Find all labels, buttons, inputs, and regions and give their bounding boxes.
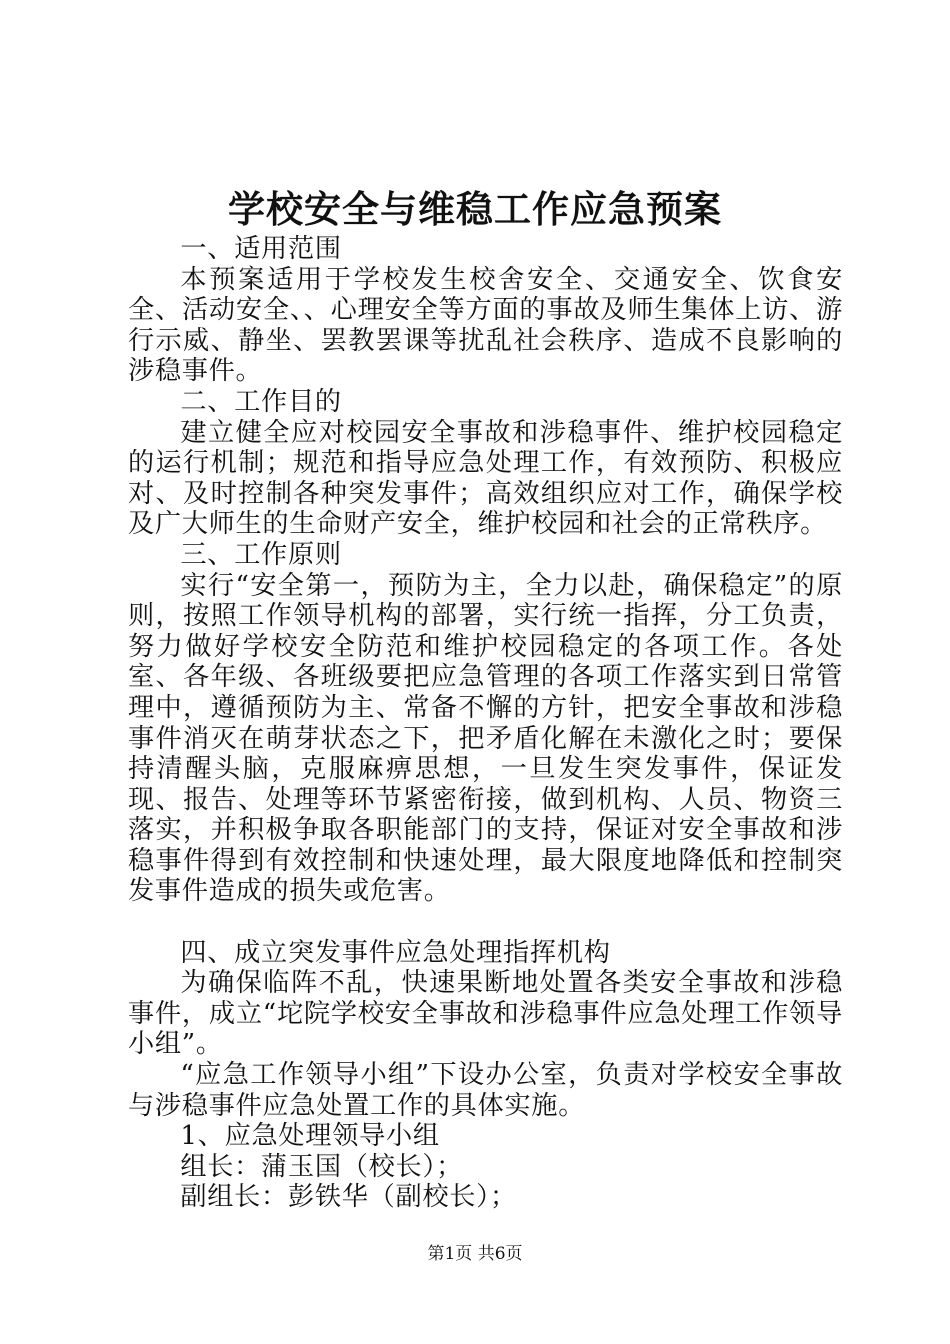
section-heading-command: 四、成立突发事件应急处理指挥机构 xyxy=(180,937,611,968)
group-leader: 组长：蒲玉国（校长）； xyxy=(180,1151,464,1182)
paragraph-scope: 本预案适用于学校发生校舍安全、交通安全、饮食安全、活动安全、、心理安全等方面的事故及师生集体上访、游行示威、静坐、罢教罢课等扰乱社会秩序、造成不良影响的涉稳事件。 xyxy=(128,264,843,387)
paragraph-command: 为确保临阵不乱，快速果断地处置各类安全事故和涉稳事件，成立“坨院学校安全事故和涉稳事件应急处理工作领导小组”。 xyxy=(128,968,843,1060)
section-heading-scope: 一、适用范围 xyxy=(180,234,342,264)
section-heading-purpose: 二、工作目的 xyxy=(180,386,342,417)
paragraph-principles: 实行“安全第一，预防为主，全力以赴，确保稳定”的原则，按照工作领导机构的部署，实行统一指挥，分工负责，努力做好学校安全防范和维护校园稳定的各项工作。各处室、各年级、各班级要把应急管理的各项工作落实到日常管理中，遵循预防为主、常备不懈的方针，把安全事故和涉稳事件消灭在萌芽状态之下，把矛盾化解在未激化之时；要保持清醒头脑，克服麻痹思想，一旦发生突发事件，保证发现、报告、处理等环节紧密衔接，做到机构、人员、物资三落实，并积极争取各职能部门的支持，保证对安全事故和涉稳事件得到有效控制和快速处理，最大限度地降低和控制突发事件造成的损失或危害。 xyxy=(128,570,843,907)
subheading-leadership-group: 1、应急处理领导小组 xyxy=(180,1121,440,1152)
section-heading-principles: 三、工作原则 xyxy=(180,539,342,570)
page-footer: 第1页 共6页 xyxy=(427,1244,523,1264)
paragraph-purpose: 建立健全应对校园安全事故和涉稳事件、维护校园稳定的运行机制；规范和指导应急处理工作，有效预防、积极应对、及时控制各种突发事件；高效组织应对工作，确保学校及广大师生的生命财产安全，维护校园和社会的正常秩序。 xyxy=(128,417,843,540)
document-body xyxy=(128,234,843,1213)
deputy-group-leader: 副组长：彭铁华（副校长）； xyxy=(180,1182,517,1213)
paragraph-office: “应急工作领导小组”下设办公室，负责对学校安全事故与涉稳事件应急处置工作的具体实施。 xyxy=(128,1060,843,1121)
document-title: 学校安全与维稳工作应急预案 xyxy=(228,187,722,231)
